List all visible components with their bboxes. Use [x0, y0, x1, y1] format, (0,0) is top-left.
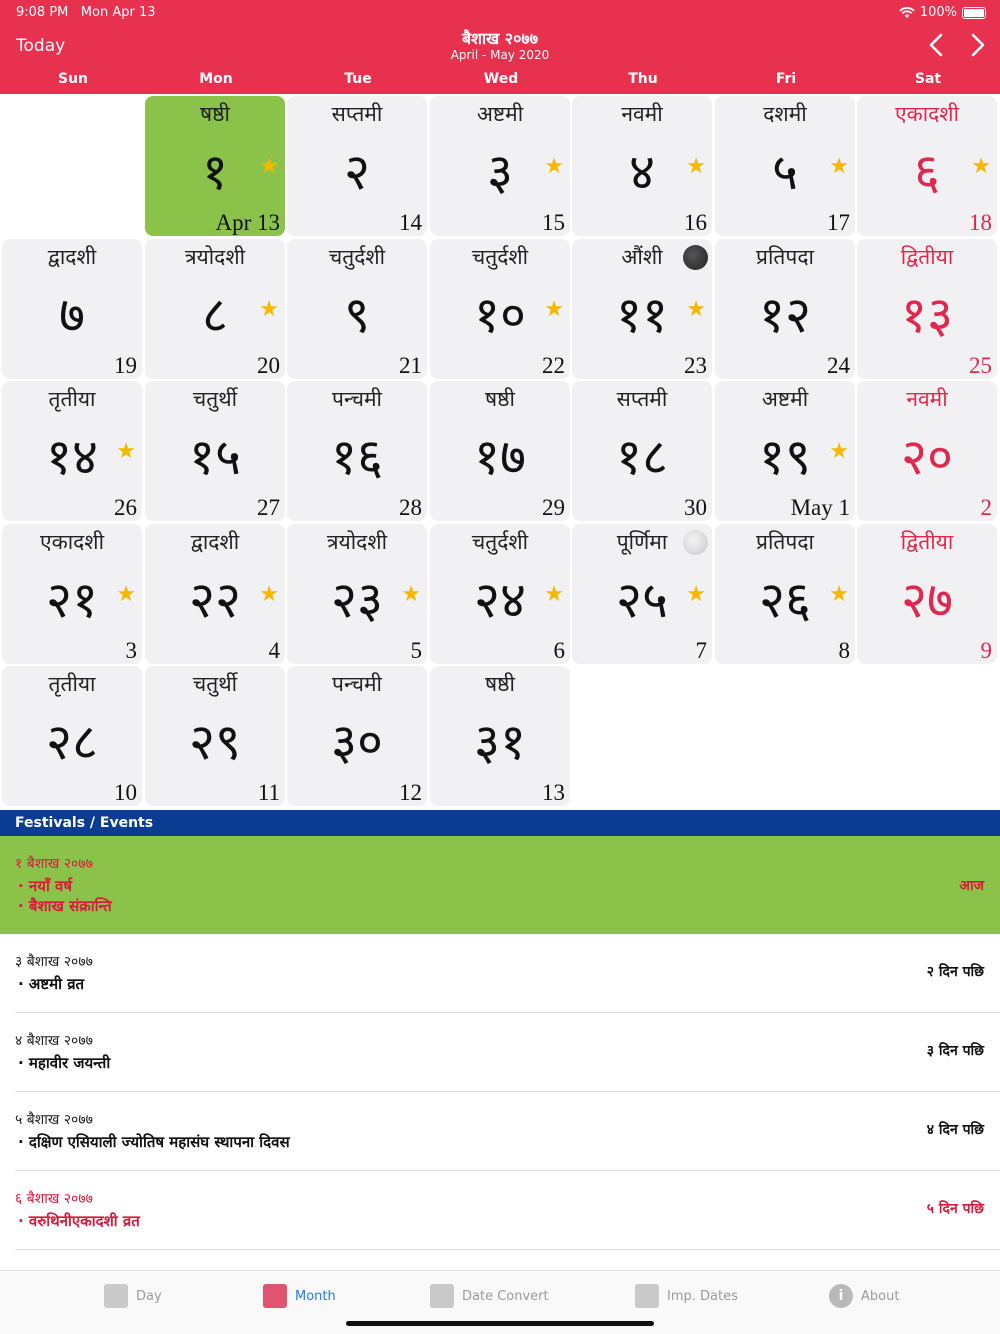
weekday-thu: Thu [628, 71, 658, 87]
event-star-icon: ★ [686, 154, 706, 179]
ad-date: 30 [684, 495, 707, 520]
event-item: · महावीर जयन्ती [18, 1054, 111, 1072]
bs-date: १० [474, 285, 526, 344]
tab-label: Date Convert [462, 1288, 549, 1304]
info-icon: i [829, 1284, 853, 1308]
tithi-label: तृतीया [48, 387, 96, 411]
star-calendar-icon [635, 1284, 659, 1308]
event-star-icon: ★ [829, 439, 849, 464]
ad-date: 14 [399, 210, 422, 235]
tithi-label: पन्चमी [332, 672, 382, 696]
bs-date: १ [202, 143, 228, 201]
status-clock: 9:08 PM [16, 5, 69, 20]
ad-date: 25 [969, 352, 992, 378]
ad-date: 22 [542, 352, 565, 378]
event-relative-day: ५ दिन पछि [926, 1201, 984, 1217]
day-cell[interactable] [715, 96, 855, 236]
tithi-label: सप्तमी [616, 387, 668, 411]
bs-date: २६ [759, 570, 811, 629]
event-item-label: वरुथिनीएकादशी व्रत [28, 1212, 140, 1230]
tithi-label: पन्चमी [332, 387, 382, 411]
tithi-label: द्वितीया [900, 244, 954, 269]
day-cell[interactable] [572, 96, 712, 236]
event-star-icon: ★ [544, 581, 564, 607]
day-cell[interactable] [572, 524, 712, 664]
day-cell[interactable] [145, 239, 285, 379]
event-star-icon: ★ [686, 296, 706, 322]
tithi-label: तृतीया [48, 672, 96, 696]
day-cell[interactable] [857, 381, 997, 521]
event-items [18, 1211, 140, 1231]
bs-date: ४ [629, 143, 655, 201]
weekday-wed: Wed [483, 71, 519, 87]
event-star-icon: ★ [259, 581, 279, 607]
ad-date: May 1 [790, 495, 850, 520]
event-date: १ बैशाख २०७७ [15, 856, 93, 872]
tab-month[interactable] [263, 1283, 336, 1309]
day-cell[interactable] [287, 524, 427, 664]
bs-date: १२ [759, 285, 811, 344]
bs-date: २८ [46, 713, 98, 771]
events-list [0, 836, 1000, 1270]
day-cell[interactable] [572, 381, 712, 521]
event-date: ५ बैशाख २०७७ [15, 1112, 93, 1128]
tithi-label: अष्टमी [476, 102, 524, 126]
event-item: · दक्षिण एसियाली ज्योतिष महासंघ स्थापना दिवस [18, 1133, 290, 1151]
event-star-icon: ★ [971, 154, 991, 179]
ad-date: 6 [553, 637, 565, 663]
day-cell[interactable] [2, 666, 142, 806]
row-divider [15, 1249, 1000, 1250]
tab-label: Month [295, 1288, 336, 1304]
day-cell[interactable] [145, 381, 285, 521]
tithi-label: औंशी [621, 244, 663, 269]
battery-percent: 100% [919, 5, 957, 20]
event-item: · वरुथिनीएकादशी व्रत [18, 1212, 140, 1230]
event-item-label: अष्टमी व्रत [28, 975, 85, 993]
tithi-label: चतुर्दशी [471, 244, 529, 269]
day-cell[interactable] [715, 239, 855, 379]
ad-date: 9 [980, 637, 992, 663]
day-cell[interactable] [2, 524, 142, 664]
weekday-tue: Tue [344, 71, 372, 87]
ad-date: 5 [410, 637, 422, 663]
weekday-mon: Mon [199, 71, 233, 87]
bs-date: १५ [189, 428, 241, 486]
bs-date: ९ [344, 285, 370, 344]
tithi-label: द्वितीया [900, 529, 954, 554]
day-cell[interactable] [430, 524, 570, 664]
event-date: ३ बैशाख २०७७ [15, 954, 93, 970]
battery-icon [962, 7, 986, 19]
event-items [18, 1053, 110, 1073]
tab-label: Day [136, 1288, 162, 1304]
month-title-english: April - May 2020 [450, 48, 550, 62]
status-time [16, 5, 156, 20]
tab-about[interactable] [829, 1283, 899, 1309]
ad-date: 11 [257, 780, 280, 805]
day-cell[interactable] [430, 239, 570, 379]
ad-date: 18 [969, 210, 992, 235]
ad-date: 2 [980, 495, 992, 520]
bs-date: २७ [901, 570, 953, 629]
ad-date: 3 [125, 637, 137, 663]
tithi-label: नवमी [906, 387, 948, 411]
tithi-label: प्रतिपदा [756, 529, 814, 554]
event-item: · अष्टमी व्रत [18, 975, 85, 993]
tithi-label: द्वादशी [190, 529, 240, 554]
ad-date: 28 [399, 495, 422, 520]
bs-date: २ [344, 143, 370, 201]
ad-date: Apr 13 [215, 210, 280, 235]
ad-date: 20 [257, 352, 280, 378]
ad-date: 23 [684, 352, 707, 378]
day-cell[interactable] [287, 381, 427, 521]
ad-date: 17 [827, 210, 850, 235]
day-cell[interactable] [857, 96, 997, 236]
tithi-label: द्वादशी [47, 244, 97, 269]
event-star-icon: ★ [829, 581, 849, 607]
tithi-label: सप्तमी [331, 102, 383, 126]
today-button[interactable]: Today [16, 36, 66, 56]
header-bar [0, 0, 1000, 94]
event-item-label: नयाँ वर्ष [28, 877, 73, 895]
ad-date: 29 [542, 495, 565, 520]
month-title-nepali: बैशाख २०७७ [461, 29, 539, 48]
ad-date: 24 [827, 352, 850, 378]
ad-date: 7 [695, 637, 707, 663]
tithi-label: प्रतिपदा [756, 244, 814, 269]
bs-date: १७ [474, 428, 526, 486]
event-star-icon: ★ [544, 154, 564, 179]
bs-date: ८ [202, 285, 228, 344]
tab-date-convert[interactable] [430, 1283, 549, 1309]
ad-date: 4 [268, 637, 280, 663]
day-cell[interactable] [572, 239, 712, 379]
bs-date: २४ [474, 570, 526, 629]
day-cell[interactable] [430, 96, 570, 236]
day-cell[interactable] [2, 239, 142, 379]
event-item: · बैशाख संक्रान्ति [18, 897, 112, 915]
bs-date: ३१ [474, 713, 526, 771]
ad-date: 15 [542, 210, 565, 235]
tab-day[interactable] [104, 1283, 162, 1309]
event-row[interactable] [0, 1171, 1000, 1250]
tithi-label: चतुर्थी [192, 672, 238, 696]
ad-date: 26 [114, 495, 137, 520]
day-cell[interactable] [287, 666, 427, 806]
tithi-label: नवमी [621, 102, 663, 126]
next-month-chevron-icon[interactable] [965, 32, 989, 58]
event-item-label: महावीर जयन्ती [28, 1054, 111, 1072]
bs-date: ११ [616, 285, 668, 344]
event-row[interactable] [0, 934, 1000, 1013]
day-calendar-icon [104, 1284, 128, 1308]
bs-date: १३ [901, 285, 953, 344]
bs-date: ३ [487, 143, 513, 201]
ad-date: 16 [684, 210, 707, 235]
event-item-label: बैशाख संक्रान्ति [28, 897, 112, 915]
tithi-label: षष्ठी [485, 387, 515, 411]
bs-date: २३ [331, 570, 383, 629]
ad-date: 10 [114, 780, 137, 805]
bs-date: २० [901, 428, 953, 486]
event-star-icon: ★ [116, 581, 136, 607]
date-convert-icon [430, 1284, 454, 1308]
month-grid [0, 94, 1000, 810]
status-indicators [899, 5, 986, 20]
tithi-label: चतुर्दशी [471, 529, 529, 554]
event-row[interactable] [0, 1013, 1000, 1092]
ad-date: 12 [399, 780, 422, 805]
day-cell[interactable] [430, 381, 570, 521]
event-row[interactable] [0, 836, 1000, 934]
day-cell[interactable] [145, 666, 285, 806]
event-item: · नयाँ वर्ष [18, 877, 73, 895]
event-star-icon: ★ [116, 439, 136, 464]
new-moon-icon [683, 245, 708, 270]
event-items [18, 974, 84, 994]
home-indicator [346, 1321, 654, 1326]
bs-date: १८ [616, 428, 668, 486]
bs-date: ७ [59, 285, 85, 344]
tithi-label: चतुर्दशी [328, 244, 386, 269]
bs-date: १४ [46, 428, 98, 486]
event-star-icon: ★ [401, 581, 421, 607]
weekday-header-row [0, 71, 1000, 91]
tab-label: Imp. Dates [667, 1288, 738, 1304]
tithi-label: त्रयोदशी [326, 529, 388, 554]
festivals-heading: Festivals / Events [0, 810, 1000, 836]
weekday-fri: Fri [775, 71, 797, 87]
wifi-icon [899, 7, 915, 19]
event-items [18, 1132, 290, 1152]
event-item-label: दक्षिण एसियाली ज्योतिष महासंघ स्थापना दिवस [28, 1133, 290, 1151]
month-title [300, 30, 700, 62]
previous-month-chevron-icon[interactable] [925, 32, 949, 58]
weekday-sun: Sun [57, 71, 89, 87]
status-date: Mon Apr 13 [80, 5, 156, 20]
day-cell[interactable] [2, 381, 142, 521]
event-relative-day: ४ दिन पछि [926, 1122, 984, 1138]
event-relative-day: ३ दिन पछि [926, 1043, 984, 1059]
day-cell[interactable] [287, 96, 427, 236]
ad-date: 27 [257, 495, 280, 520]
event-items [18, 876, 112, 916]
bs-date: २५ [616, 570, 668, 629]
tab-imp-dates[interactable] [635, 1283, 738, 1309]
event-date: ६ बैशाख २०७७ [15, 1191, 93, 1207]
event-row[interactable] [0, 1092, 1000, 1171]
bs-date: २९ [189, 713, 241, 771]
tithi-label: एकादशी [894, 102, 960, 126]
event-star-icon: ★ [259, 154, 279, 179]
day-cell[interactable] [715, 381, 855, 521]
bs-date: ३० [331, 713, 383, 771]
bs-date: ५ [772, 143, 798, 201]
ad-date: 19 [114, 352, 137, 378]
event-star-icon: ★ [829, 154, 849, 179]
tithi-label: त्रयोदशी [184, 244, 246, 269]
day-cell[interactable] [715, 524, 855, 664]
ad-date: 8 [838, 637, 850, 663]
day-cell[interactable] [430, 666, 570, 806]
bs-date: २१ [46, 570, 98, 629]
event-star-icon: ★ [686, 581, 706, 607]
event-relative-day: २ दिन पछि [926, 964, 984, 980]
bs-date: २२ [189, 570, 241, 629]
ad-date: 21 [399, 352, 422, 378]
day-cell[interactable] [145, 524, 285, 664]
tithi-label: एकादशी [39, 529, 105, 554]
status-bar [0, 0, 1000, 24]
month-calendar-icon [263, 1284, 287, 1308]
event-star-icon: ★ [544, 296, 564, 322]
bs-date: १९ [759, 428, 811, 486]
full-moon-icon [683, 530, 708, 555]
day-cell[interactable] [145, 96, 285, 236]
tithi-label: दशमी [763, 102, 807, 126]
event-relative-day: आज [959, 878, 984, 894]
tithi-label: अष्टमी [761, 387, 809, 411]
day-cell[interactable] [857, 524, 997, 664]
day-cell[interactable] [857, 239, 997, 379]
day-cell[interactable] [287, 239, 427, 379]
event-date: ४ बैशाख २०७७ [15, 1033, 93, 1049]
tithi-label: षष्ठी [200, 102, 230, 126]
tab-label: About [861, 1288, 900, 1304]
bs-date: १६ [331, 428, 383, 486]
weekday-sat: Sat [914, 71, 942, 87]
tithi-label: चतुर्थी [192, 387, 238, 411]
ad-date: 13 [542, 780, 565, 805]
tithi-label: षष्ठी [485, 672, 515, 696]
bs-date: ६ [914, 143, 940, 201]
event-star-icon: ★ [259, 296, 279, 322]
tithi-label: पूर्णिमा [616, 529, 668, 554]
